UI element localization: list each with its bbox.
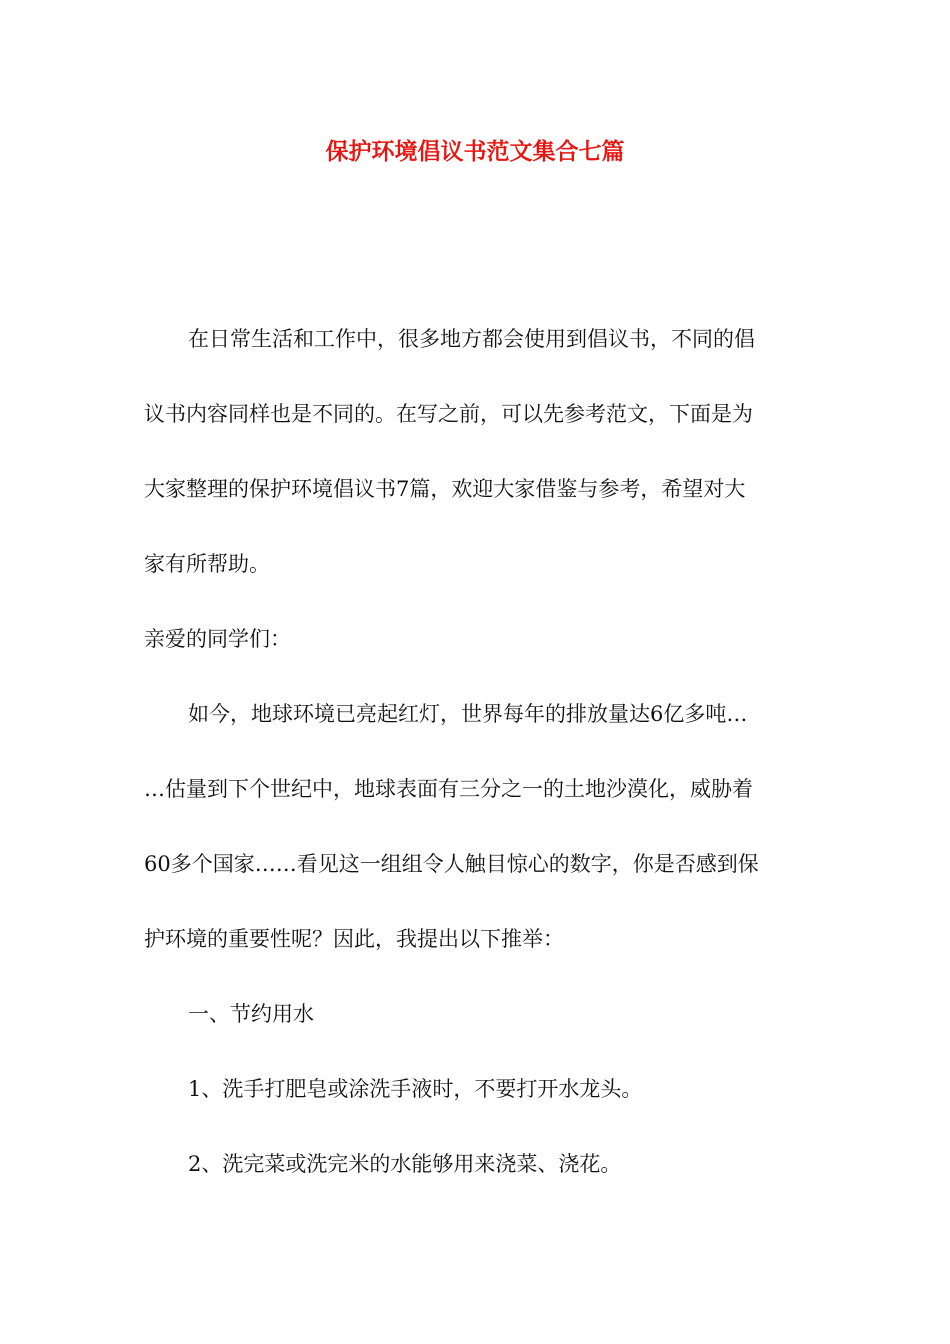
salutation: 亲爱的同学们： [144, 627, 291, 651]
paragraph-1-line-2: 议书内容同样也是不同的。在写之前，可以先参考范文，下面是为 [144, 402, 753, 426]
paragraph-2-line-3: 60多个国家……看见这一组组令人触目惊心的数字，你是否感到保 [144, 852, 759, 876]
paragraph-1-line-3: 大家整理的保护环境倡议书7篇，欢迎大家借鉴与参考，希望对大 [144, 477, 746, 501]
paragraph-2-line-2: …估量到下个世纪中，地球表面有三分之一的土地沙漠化，威胁着 [144, 777, 753, 801]
paragraph-2-line-1: 如今，地球环境已亮起红灯，世界每年的排放量达6亿多吨… [188, 702, 748, 726]
paragraph-1-line-1: 在日常生活和工作中，很多地方都会使用到倡议书，不同的倡 [188, 327, 755, 351]
paragraph-2-line-4: 护环境的重要性呢？因此，我提出以下推举： [144, 927, 564, 951]
document-title: 保护环境倡议书范文集合七篇 [325, 139, 625, 165]
section-heading-water: 一、节约用水 [188, 1002, 314, 1026]
list-item-1: 1、洗手打肥皂或涂洗手液时，不要打开水龙头。 [188, 1077, 643, 1101]
list-item-2: 2、洗完菜或洗完米的水能够用来浇菜、浇花。 [188, 1152, 622, 1176]
paragraph-1-line-4: 家有所帮助。 [144, 552, 270, 576]
